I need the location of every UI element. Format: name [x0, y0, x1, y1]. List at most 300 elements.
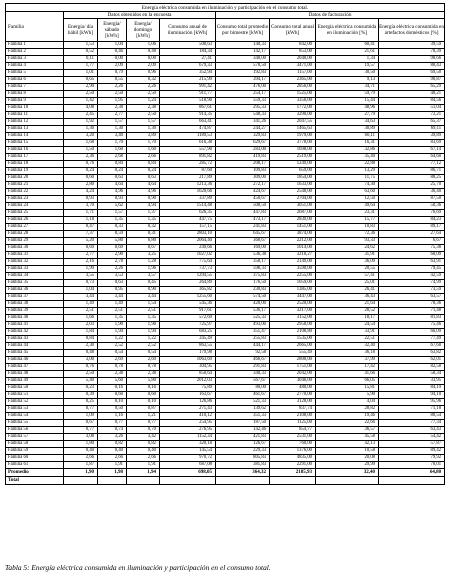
column-header: Energía eléctrica consumida en iluminación [%] [316, 19, 379, 42]
table-cell: 77,49 [379, 336, 445, 343]
row-label: Familia 52 [6, 399, 64, 406]
table-cell: 3051,00 [270, 203, 316, 210]
table-cell: 1,30 [64, 126, 98, 133]
row-label: Familia 13 [6, 126, 64, 133]
table-cell: 76,69 [379, 210, 445, 217]
table-cell: 0,32 [127, 77, 160, 84]
table-cell: 65,29 [379, 84, 445, 91]
table-cell: 80,54 [379, 413, 445, 420]
table-cell: 21,64 [316, 301, 379, 308]
table-row [6, 42, 445, 49]
table-cell: 77,12 [379, 161, 445, 168]
table-cell: 1027,02 [160, 252, 216, 259]
table-cell: 0,74 [98, 427, 127, 434]
table-caption: Tabla 5: Energía eléctrica consumida en iluminación y participación en el consumo total. [5, 563, 271, 572]
row-label: Familia 53 [6, 406, 64, 413]
row-label: Familia 38 [6, 301, 64, 308]
row-label: Familia 24 [6, 203, 64, 210]
table-cell: 1,49 [98, 301, 127, 308]
table-cell: 1,99 [64, 266, 98, 273]
table-cell: 2519,00 [270, 154, 316, 161]
row-label: Familia 21 [6, 182, 64, 189]
row-label: Familia 9 [6, 98, 64, 105]
table-cell: 0,76 [64, 364, 98, 371]
table-cell: 11,75 [316, 175, 379, 182]
table-cell: 1,90 [127, 322, 160, 329]
table-row [6, 427, 445, 434]
table-cell: 78,39 [379, 49, 445, 56]
table-cell: 142,46 [216, 427, 270, 434]
table-cell: 2255,00 [270, 273, 316, 280]
table-cell: 1,42 [64, 98, 98, 105]
table-cell: 2,38 [127, 371, 160, 378]
column-header: Energía/ domingo [kWh] [127, 19, 160, 42]
table-cell [379, 477, 445, 485]
table-cell: 3,25 [127, 252, 160, 259]
table-cell: 50,36 [379, 203, 445, 210]
table-cell: 364,32 [216, 469, 270, 477]
table-row [6, 413, 445, 420]
table-cell: 687,08 [160, 462, 216, 469]
table-cell: 32,40 [316, 469, 379, 477]
row-label: Familia 2 [6, 49, 64, 56]
table-cell: 0,32 [127, 224, 160, 231]
table-cell: 33,95 [379, 378, 445, 385]
table-cell: 184,34 [160, 49, 216, 56]
table-cell: 2770,00 [270, 392, 316, 399]
table-cell: 2803,10 [160, 231, 216, 238]
row-label: Familia 34 [6, 273, 64, 280]
table-cell: 3,44 [127, 294, 160, 301]
row-label: Familia 61 [6, 462, 64, 469]
table-row [6, 441, 445, 448]
table-row [6, 287, 445, 294]
table-cell: 1189,53 [160, 133, 216, 140]
table-cell: 659,00 [270, 168, 316, 175]
table-cell: 1,37 [127, 210, 160, 217]
table-cell: 4835,00 [270, 455, 316, 462]
table-row [6, 266, 445, 273]
table-cell: 6,67 [379, 238, 445, 245]
table-cell: 230,83 [216, 287, 270, 294]
table-cell: 1,16 [98, 413, 127, 420]
table-cell: 545,36 [160, 301, 216, 308]
table-cell: 84,56 [379, 98, 445, 105]
table-cell: 0,95 [98, 287, 127, 294]
table-cell: 73,59 [379, 287, 445, 294]
table-cell: 0,40 [64, 448, 98, 455]
table-row [6, 105, 445, 112]
table-cell: 59,79 [316, 91, 379, 98]
table-cell: 2,66 [127, 154, 160, 161]
table-cell: 80,43 [379, 63, 445, 70]
table-cell: 0,76 [64, 161, 98, 168]
row-label: Familia 33 [6, 266, 64, 273]
table-cell: 276,95 [160, 427, 216, 434]
table-cell: 725,97 [160, 322, 216, 329]
table-cell: 2108,80 [270, 329, 316, 336]
table-cell: 208,17 [216, 161, 270, 168]
table-cell: 27,41 [160, 56, 216, 63]
table-cell: 891,82 [160, 154, 216, 161]
table-cell: 1063,69 [160, 357, 216, 364]
table-cell: 375,83 [216, 273, 270, 280]
row-label: Familia 18 [6, 161, 64, 168]
table-cell: 1,70 [98, 140, 127, 147]
table-cell [270, 477, 316, 485]
table-cell: 1772,00 [270, 105, 316, 112]
table-row [6, 147, 445, 154]
table-cell: 2,66 [127, 455, 160, 462]
table-cell: 867,61 [160, 105, 216, 112]
table-cell: 805,83 [216, 455, 270, 462]
table-cell: 1,80 [64, 441, 98, 448]
table-cell: 629,67 [216, 140, 270, 147]
row-label: Familia 40 [6, 315, 64, 322]
table-cell: 2,45 [64, 112, 98, 119]
table-row [6, 154, 445, 161]
table-cell: 2520,00 [270, 301, 316, 308]
row-label: Familia 8 [6, 91, 64, 98]
row-label: Familia 1 [6, 42, 64, 49]
row-label: Familia 23 [6, 196, 64, 203]
table-cell: 3,44 [64, 294, 98, 301]
table-cell: 1,95 [98, 98, 127, 105]
table-cell: 0,90 [127, 196, 160, 203]
table-cell: 2291,00 [270, 462, 316, 469]
table-row [6, 301, 445, 308]
table-cell: 2,78 [98, 259, 127, 266]
table-cell: 3,42 [127, 434, 160, 441]
column-header: Consumo total promedio por bimestre [kWh] [216, 19, 270, 42]
table-cell: 81,83 [379, 315, 445, 322]
table-cell: 98,66 [379, 56, 445, 63]
table-row [6, 91, 445, 98]
table-cell: 139,62 [216, 406, 270, 413]
table-cell: 0,90 [127, 287, 160, 294]
table-cell: 3,89 [127, 133, 160, 140]
table-cell: 304,95 [160, 364, 216, 371]
table-cell: 179,98 [160, 350, 216, 357]
table-cell: 572,69 [160, 315, 216, 322]
table-cell: 2687,00 [270, 210, 316, 217]
table-row [6, 231, 445, 238]
row-label: Familia 25 [6, 210, 64, 217]
table-row [6, 49, 445, 56]
table-cell: 578,50 [216, 63, 270, 70]
table-cell: 249,66 [160, 245, 216, 252]
table-row [6, 294, 445, 301]
table-cell: 1125,00 [270, 420, 316, 427]
table-cell: 2,38 [98, 105, 127, 112]
table-cell: 2839,00 [270, 217, 316, 224]
table-cell: 1,06 [127, 42, 160, 49]
table-cell: 163,67 [160, 392, 216, 399]
table-row [6, 84, 445, 91]
table-cell: 2,90 [98, 252, 127, 259]
table-cell: 285,72 [160, 161, 216, 168]
table-cell: 255,83 [216, 336, 270, 343]
table-cell: 66,05 [316, 378, 379, 385]
table-cell: 0,82 [127, 441, 160, 448]
table-cell: 917,61 [160, 308, 216, 315]
table-cell: 0,73 [64, 280, 98, 287]
table-cell: 126,86 [160, 399, 216, 406]
table-cell [316, 477, 379, 485]
table-cell: 0,23 [64, 385, 98, 392]
table-cell: 358,17 [216, 259, 270, 266]
table-cell: 3,40 [98, 133, 127, 140]
table-cell: 0,79 [98, 70, 127, 77]
row-label: Familia 44 [6, 343, 64, 350]
table-cell: 5,80 [98, 238, 127, 245]
row-label: Familia 5 [6, 70, 64, 77]
table-cell: 863,55 [160, 343, 216, 350]
table-cell: 2704,00 [270, 196, 316, 203]
row-label: Familia 58 [6, 441, 64, 448]
table-cell: 1294,55 [160, 273, 216, 280]
row-label: Familia 26 [6, 217, 64, 224]
table-cell: 69,50 [379, 70, 445, 77]
table-cell: 169,00 [216, 245, 270, 252]
table-cell: 5,80 [127, 378, 160, 385]
table-cell: 555,49 [270, 350, 316, 357]
table-cell: 93,33 [316, 238, 379, 245]
table-cell: 345,49 [160, 336, 216, 343]
table-cell: 1,28 [127, 259, 160, 266]
table-cell: 1,94 [98, 329, 127, 336]
table-cell: 3217,00 [270, 308, 316, 315]
table-cell: 51,04 [379, 105, 445, 112]
table-cell: 80,00 [216, 385, 270, 392]
table-cell: 25,70 [379, 182, 445, 189]
table-footer [6, 469, 445, 485]
table-row [6, 217, 445, 224]
table-cell: 2040,00 [270, 56, 316, 63]
table-cell: 57,41 [316, 273, 379, 280]
table-row [6, 252, 445, 259]
table-cell: 0,52 [64, 49, 98, 56]
table-cell: 65,37 [379, 119, 445, 126]
row-label: Familia 42 [6, 329, 64, 336]
table-cell: 15,77 [316, 217, 379, 224]
table-cell: 0,60 [127, 392, 160, 399]
table-cell: 0,54 [127, 350, 160, 357]
table-cell: 75,38 [379, 245, 445, 252]
table-cell: 0,77 [98, 420, 127, 427]
table-cell: 2212,00 [270, 238, 316, 245]
table-cell: 8,59 [98, 231, 127, 238]
table-cell: 3,20 [64, 133, 98, 140]
table-cell: 60,41 [316, 42, 379, 49]
table-cell: 737,73 [160, 266, 216, 273]
column-header-familia: Familia [6, 12, 64, 42]
table-cell: 2,77 [64, 252, 98, 259]
table-cell: 493,00 [216, 322, 270, 329]
table-cell: 518,90 [160, 98, 216, 105]
row-label: Familia 36 [6, 287, 64, 294]
table-cell: 1,71 [64, 210, 98, 217]
table-cell: 0,82 [98, 441, 127, 448]
row-label: Familia 22 [6, 189, 64, 196]
table-cell: 0,40 [98, 448, 127, 455]
table-cell: 215,99 [160, 77, 216, 84]
table-row [6, 336, 445, 343]
table-cell: 272,17 [216, 182, 270, 189]
table-cell: 0,25 [64, 399, 98, 406]
table-cell: 1,30 [98, 126, 127, 133]
table-body [6, 42, 445, 469]
table-cell: 2531,00 [270, 434, 316, 441]
table-cell: 36,43 [316, 294, 379, 301]
table-cell: 4,08 [64, 105, 98, 112]
table-cell: 1,30 [127, 126, 160, 133]
table-cell: 574,50 [216, 294, 270, 301]
table-cell: 0,46 [98, 49, 127, 56]
table-cell: 2856,00 [270, 84, 316, 91]
row-label: Familia 55 [6, 420, 64, 427]
table-cell: 0,63 [127, 175, 160, 182]
table-cell: 41,66 [316, 371, 379, 378]
row-label: Familia 4 [6, 63, 64, 70]
row-label: Familia 19 [6, 168, 64, 175]
table-cell: 352,94 [160, 70, 216, 77]
table-cell: 2,52 [98, 343, 127, 350]
table-cell: 2,77 [98, 112, 127, 119]
table-cell: 911,77 [160, 91, 216, 98]
row-label: Familia 32 [6, 259, 64, 266]
table-cell: 1,22 [98, 336, 127, 343]
table-cell: 24,54 [316, 322, 379, 329]
table-cell: 0,48 [64, 350, 98, 357]
table-row [6, 308, 445, 315]
table-cell: 1,57 [127, 119, 160, 126]
table-cell: 2,36 [64, 154, 98, 161]
table-cell: 254,95 [160, 420, 216, 427]
table-cell: 1,57 [98, 119, 127, 126]
table-cell: 4,04 [316, 399, 379, 406]
row-label: Familia 54 [6, 413, 64, 420]
table-cell: 508,50 [216, 203, 270, 210]
table-row [6, 378, 445, 385]
row-label: Familia 27 [6, 224, 64, 231]
row-label: Familia 6 [6, 77, 64, 84]
table-cell: 36,09 [316, 259, 379, 266]
table-cell: 23,31 [316, 210, 379, 217]
table-cell: 72,36 [316, 231, 379, 238]
table-cell: 1,57 [98, 210, 127, 217]
table-cell: 3046,00 [270, 378, 316, 385]
table-row [6, 455, 445, 462]
table-cell: 2,26 [98, 84, 127, 91]
table-cell: 381,83 [216, 462, 270, 469]
table-cell: 3471,00 [270, 63, 316, 70]
table-cell: 394,17 [216, 77, 270, 84]
table-cell: 1,90 [98, 322, 127, 329]
row-label: Total [6, 477, 64, 485]
table-cell: 28,82 [316, 406, 379, 413]
table-cell: 2,69 [98, 357, 127, 364]
table-cell: 87,60 [160, 168, 216, 175]
table-cell: 1,66 [64, 315, 98, 322]
table-cell: 0,93 [98, 196, 127, 203]
table-cell [127, 477, 160, 485]
table-cell: 2012,03 [160, 378, 216, 385]
row-label: Familia 7 [6, 84, 64, 91]
row-label: Familia 16 [6, 147, 64, 154]
table-cell: 58,34 [379, 371, 445, 378]
table-cell: 0,93 [64, 196, 98, 203]
column-header: Energía/ sábado [kWh] [98, 19, 127, 42]
table-row [6, 140, 445, 147]
table-cell: 1,94 [127, 469, 160, 477]
table-row [6, 322, 445, 329]
row-label: Familia 35 [6, 280, 64, 287]
table-cell: 419,83 [216, 154, 270, 161]
table-cell: 3,55 [64, 273, 98, 280]
table-cell: 466,67 [216, 357, 270, 364]
table-cell: 10,83 [316, 224, 379, 231]
table-cell: 1376,00 [270, 448, 316, 455]
table-cell: 145,54 [160, 448, 216, 455]
table-cell: 79,45 [379, 266, 445, 273]
table-cell: 1,68 [64, 140, 98, 147]
table-cell: 3,70 [64, 203, 98, 210]
table-cell: 480,00 [270, 385, 316, 392]
table-cell: 2185,93 [270, 469, 316, 477]
row-label: Familia 56 [6, 427, 64, 434]
table-cell: 914,35 [160, 112, 216, 119]
table-cell: 548,33 [216, 112, 270, 119]
table-cell: 4,96 [98, 189, 127, 196]
table-cell: 536,38 [216, 252, 270, 259]
table-cell: 1,87 [64, 462, 98, 469]
table-cell: 86,71 [379, 168, 445, 175]
table-cell: 75,89 [160, 385, 216, 392]
table-cell: 0,55 [98, 77, 127, 84]
table-cell: 271,43 [160, 406, 216, 413]
table-cell: 54,42 [379, 434, 445, 441]
table-cell: 254,17 [216, 91, 270, 98]
column-header: Energía eléctrica consumida en artefactos domésticos [%] [379, 19, 445, 42]
table-cell: 1,35 [98, 315, 127, 322]
table-cell: 142,17 [216, 49, 270, 56]
table-cell: 67,60 [379, 343, 445, 350]
table-cell: 1,34 [316, 56, 379, 63]
table-cell: 0,70 [127, 427, 160, 434]
table-cell: 557,90 [160, 147, 216, 154]
row-label: Familia 28 [6, 231, 64, 238]
table-cell: 842,00 [270, 42, 316, 49]
table-row [6, 406, 445, 413]
table-cell: 1,54 [127, 301, 160, 308]
group-header-encuesta: Datos obtenidos en la encuesta [64, 12, 216, 19]
table-cell: 48,96 [316, 105, 379, 112]
table-cell: 0,40 [127, 448, 160, 455]
table-cell: 66,09 [379, 329, 445, 336]
table-cell: 4,64 [98, 182, 127, 189]
table-cell: 2149,00 [270, 259, 316, 266]
table-cell: 27,64 [379, 231, 445, 238]
table-cell: 351,47 [216, 329, 270, 336]
table-cell: 72,21 [379, 112, 445, 119]
table-cell: 1,90 [64, 469, 98, 477]
table-cell: 0,48 [127, 49, 160, 56]
table-cell: 775,64 [160, 259, 216, 266]
row-label: Familia 31 [6, 252, 64, 259]
table-row [6, 119, 445, 126]
table-row [6, 98, 445, 105]
